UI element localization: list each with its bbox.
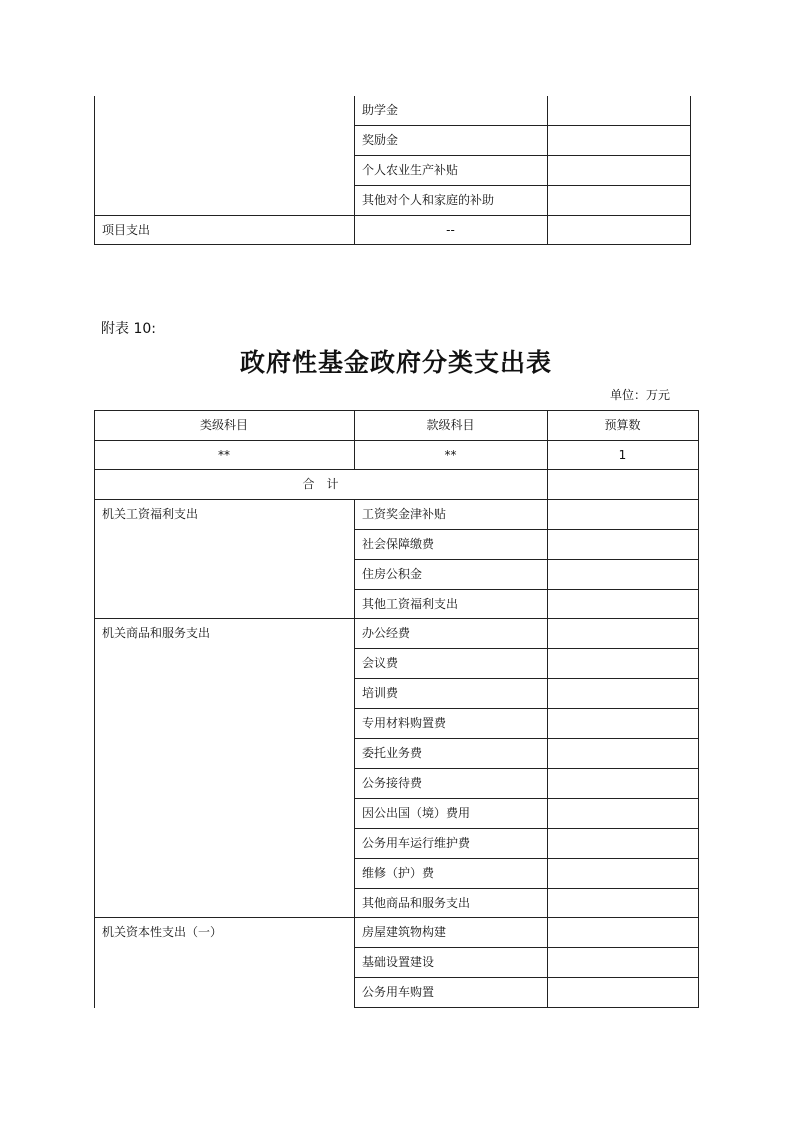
item-row: 社会保障缴费 bbox=[362, 537, 435, 551]
header-budget: 预算数 bbox=[604, 418, 641, 432]
item-row: 委托业务费 bbox=[362, 746, 423, 760]
item-row: 其他商品和服务支出 bbox=[362, 896, 471, 910]
item-row: 工资奖金津补贴 bbox=[362, 507, 447, 521]
header-category: 类级科目 bbox=[199, 418, 248, 432]
unit-label: 单位：万元 bbox=[610, 388, 671, 402]
page-title: 政府性基金政府分类支出表 bbox=[239, 348, 552, 377]
item-row: 基础设置建设 bbox=[362, 955, 435, 969]
category-goods-services: 机关商品和服务支出 bbox=[102, 626, 211, 640]
item-row: 住房公积金 bbox=[362, 567, 423, 581]
category-capital-expense: 机关资本性支出（一） bbox=[102, 925, 223, 939]
item-row: 专用材料购置费 bbox=[362, 716, 447, 730]
item-row: 公务接待费 bbox=[362, 776, 423, 790]
top-item-3: 个人农业生产补贴 bbox=[362, 163, 459, 177]
total-label: 合 计 bbox=[302, 477, 339, 491]
header-subcategory: 款级科目 bbox=[426, 418, 475, 432]
item-row: 公务用车购置 bbox=[362, 985, 435, 999]
category-wage-welfare: 机关工资福利支出 bbox=[102, 507, 199, 521]
appendix-label: 附表 10: bbox=[101, 321, 156, 337]
item-row: 公务用车运行维护费 bbox=[362, 836, 471, 850]
item-row: 其他工资福利支出 bbox=[362, 597, 459, 611]
item-row: 办公经费 bbox=[362, 626, 411, 640]
project-expense-dash: -- bbox=[446, 223, 455, 237]
code-category: ** bbox=[218, 448, 230, 462]
top-item-2: 奖励金 bbox=[362, 133, 399, 147]
item-row: 维修（护）费 bbox=[362, 866, 435, 880]
item-row: 房屋建筑物构建 bbox=[362, 925, 447, 939]
code-subcategory: ** bbox=[444, 448, 457, 462]
item-row: 培训费 bbox=[362, 686, 399, 700]
item-row: 因公出国（境）费用 bbox=[362, 806, 471, 820]
project-expense-label: 项目支出 bbox=[102, 223, 151, 237]
top-item-4: 其他对个人和家庭的补助 bbox=[362, 193, 495, 207]
code-budget: 1 bbox=[618, 448, 627, 462]
top-item-1: 助学金 bbox=[362, 103, 399, 117]
item-row: 会议费 bbox=[362, 656, 399, 670]
